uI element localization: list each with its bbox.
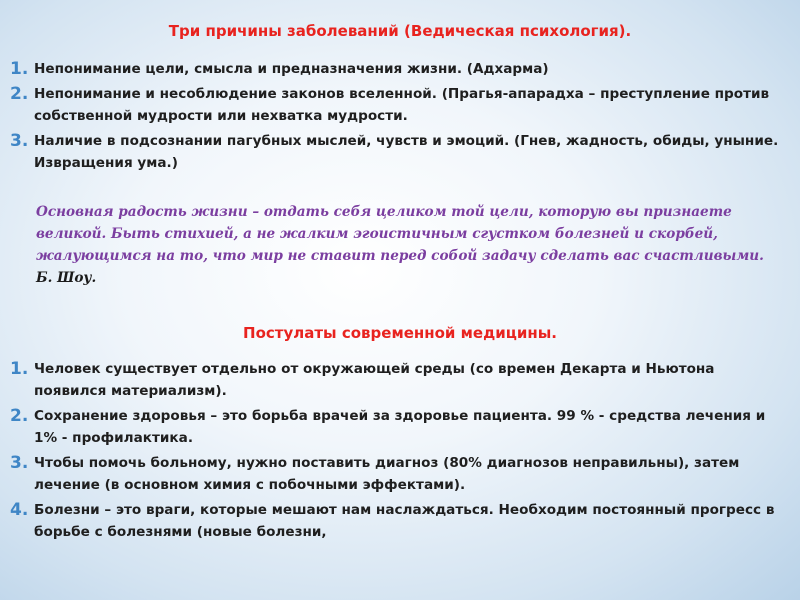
item-text: Непонимание цели, смысла и предназначения жизни. (Адхарма): [34, 61, 549, 77]
item-number: 3.: [10, 453, 29, 473]
list-item: [10, 452, 780, 496]
item-number: 2.: [10, 84, 29, 104]
item-text: Человек существует отдельно от окружающей среды (со времен Декарта и Ньютона появился материализм).: [34, 361, 715, 399]
list-item: [10, 130, 780, 174]
section1-title: Три причины заболеваний (Ведическая психология).: [168, 22, 632, 40]
list-item: [10, 83, 780, 127]
shaw-quote: [36, 201, 766, 289]
causes-list: [10, 58, 780, 177]
list-item: [10, 405, 780, 449]
item-text: Чтобы помочь больному, нужно поставить диагноз (80% диагнозов неправильны), затем лечение (в основном химия с побочными эффектами).: [34, 455, 740, 493]
quote-text: Основная радость жизни – отдать себя целиком той цели, которую вы признаете великой. Быть стихией, а не жалким эгоистичным сгустком болезней и скорбей, жалующимся на то, что мир не ставит перед собой задачу сделать вас счастливыми.: [36, 204, 764, 264]
item-number: 4.: [10, 500, 29, 520]
item-text: Непонимание и несоблюдение законов вселенной. (Прагья-апарадха – преступление против собственной мудрости или нехватка мудрости.: [34, 86, 770, 124]
list-item: [10, 58, 780, 80]
section2-title: Постулаты современной медицины.: [243, 324, 557, 342]
item-text: Сохранение здоровья – это борьба врачей за здоровье пациента. 99 % - средства лечения и 1% - профилактика.: [34, 408, 766, 446]
postulates-list: [10, 358, 780, 546]
quote-author: Б. Шоу.: [36, 270, 97, 286]
list-item: [10, 499, 780, 543]
item-text: Наличие в подсознании пагубных мыслей, чувств и эмоций. (Гнев, жадность, обиды, уныние. Извращения ума.): [34, 133, 779, 171]
item-number: 1.: [10, 359, 29, 379]
list-item: [10, 358, 780, 402]
item-number: 1.: [10, 59, 29, 79]
item-text: Болезни – это враги, которые мешают нам наслаждаться. Необходим постоянный прогресс в борьбе с болезнями (новые болезни,: [34, 502, 775, 540]
item-number: 2.: [10, 406, 29, 426]
item-number: 3.: [10, 131, 29, 151]
